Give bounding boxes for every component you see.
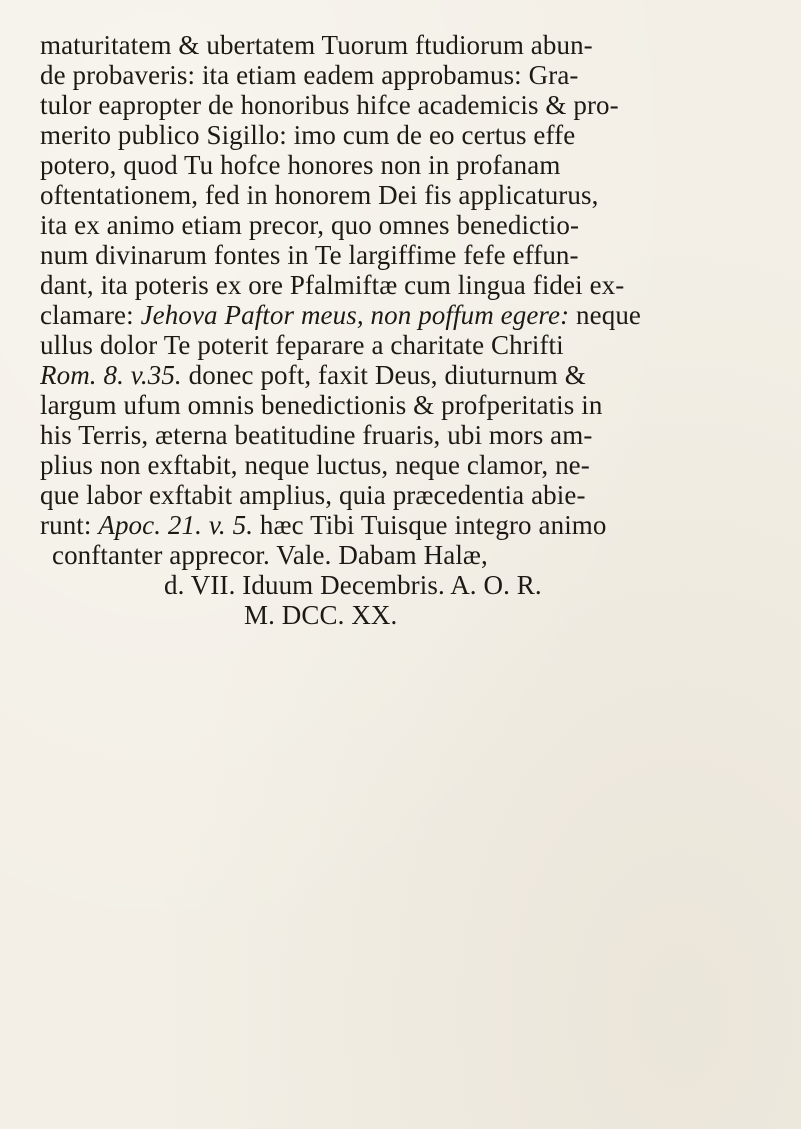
text-line: Rom. 8. v.35. donec poft, faxit Deus, diuturnum & [40,360,586,390]
text-line: maturitatem & ubertatem Tuorum ftudiorum abun- [40,30,593,60]
year-line: M. DCC. XX. [244,600,398,630]
text-line: plius non exftabit, neque luctus, neque clamor, ne- [40,450,590,480]
text-line: merito publico Sigillo: imo cum de eo certus effe [40,120,576,150]
text-line: de probaveris: ita etiam eadem approbamus: Gra- [40,60,579,90]
text-line: runt: Apoc. 21. v. 5. hæc Tibi Tuisque integro animo [40,510,607,540]
text-line: clamare: Jehova Paftor meus, non poffum egere: neque [40,300,642,330]
text-line: ullus dolor Te poterit feparare a charitate Chrifti [40,330,564,360]
scripture-reference: Apoc. 21. v. 5. [98,510,254,540]
text-line: que labor exftabit amplius, quia præcedentia abie- [40,480,586,510]
text-line: num divinarum fontes in Te largiffime fefe effun- [40,240,579,270]
text-line: his Terris, æterna beatitudine fruaris, ubi mors am- [40,420,593,450]
text-line: dant, ita poteris ex ore Pfalmiftæ cum lingua fidei ex- [40,270,625,300]
scripture-quote: Jehova Paftor meus, non poffum egere: [140,300,570,330]
text-line: tulor eapropter de honoribus hifce academicis & pro- [40,90,619,120]
closing-line: conftanter apprecor. Vale. Dabam Halæ, [52,540,488,570]
text-line: ita ex animo etiam precor, quo omnes benedictio- [40,210,580,240]
text-line: largum ufum omnis benedictionis & profperitatis in [40,390,603,420]
text-line: potero, quod Tu hofce honores non in profanam [40,150,561,180]
letter-body [40,30,780,630]
date-line: d. VII. Iduum Decembris. A. O. R. [164,570,542,600]
scripture-reference: Rom. 8. v.35. [40,360,182,390]
text-line: oftentationem, fed in honorem Dei fis applicaturus, [40,180,599,210]
